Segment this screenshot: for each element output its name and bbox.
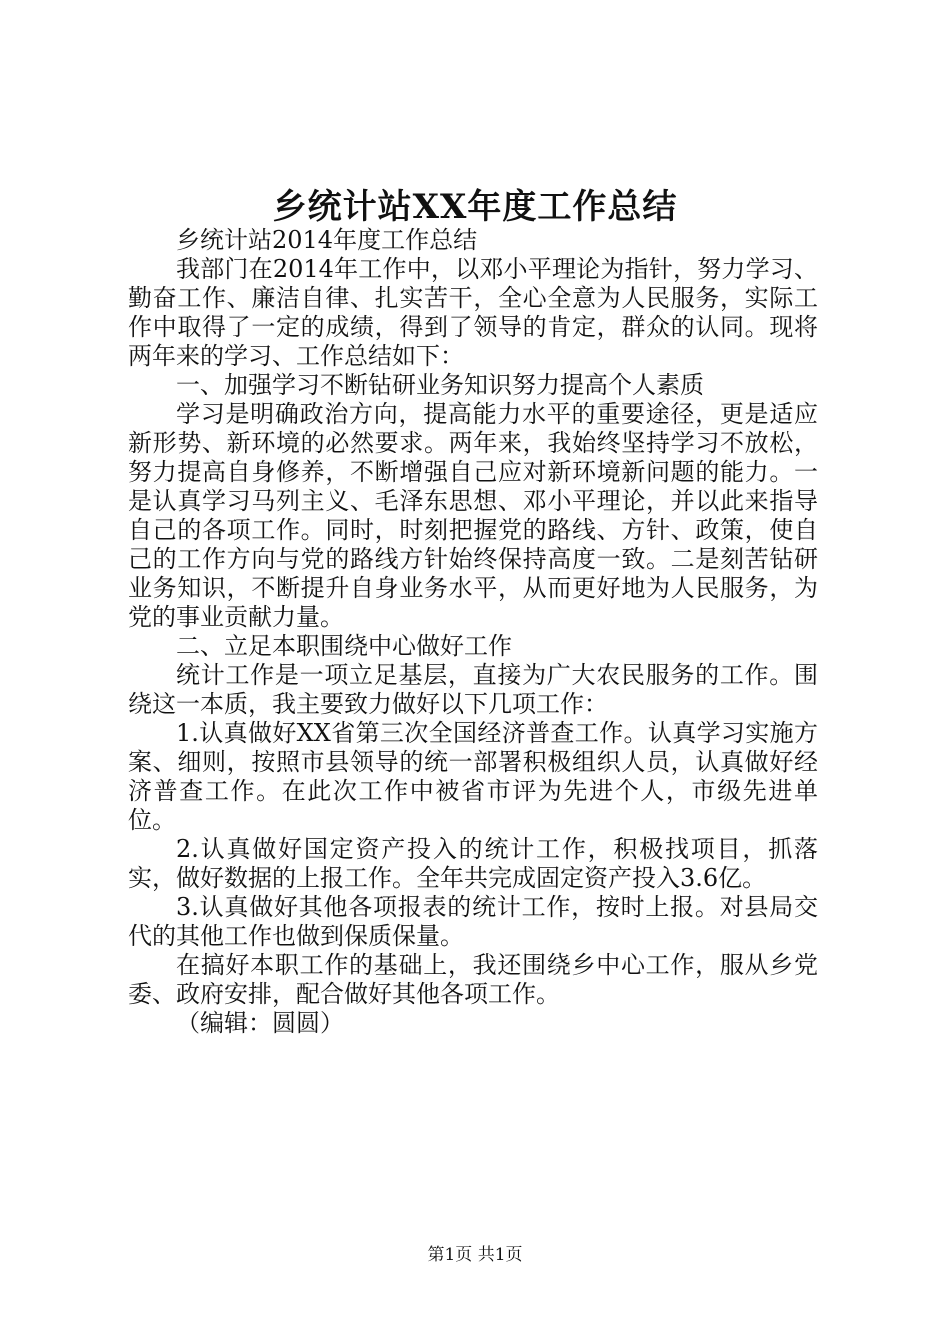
section-2-paragraph: 统计工作是一项立足基层，直接为广大农民服务的工作。围绕这一本质，我主要致力做好以下几项工作： — [128, 661, 818, 718]
page-footer: 第1页 共1页 — [427, 1245, 523, 1265]
subtitle-paragraph: 乡统计站2014年度工作总结 — [176, 226, 478, 254]
document-body — [128, 226, 818, 1038]
section-heading-2: 二、立足本职围绕中心做好工作 — [176, 632, 512, 660]
list-item-1: 1.认真做好XX省第三次全国经济普查工作。认真学习实施方案、细则，按照市县领导的统一部署积极组织人员，认真做好经济普查工作。在此次工作中被省市评为先进个人，市级先进单位。 — [128, 719, 818, 834]
section-1-paragraph: 学习是明确政治方向，提高能力水平的重要途径，更是适应新形势、新环境的必然要求。两年来，我始终坚持学习不放松，努力提高自身修养，不断增强自己应对新环境新问题的能力。一是认真学习马列主义、毛泽东思想、邓小平理论，并以此来指导自己的各项工作。同时，时刻把握党的路线、方针、政策，使自己的工作方向与党的路线方针始终保持高度一致。二是刻苦钻研业务知识，不断提升自身业务水平，从而更好地为人民服务，为党的事业贡献力量。 — [128, 400, 818, 631]
intro-paragraph: 我部门在2014年工作中，以邓小平理论为指针，努力学习、勤奋工作、廉洁自律、扎实苦干，全心全意为人民服务，实际工作中取得了一定的成绩，得到了领导的肯定，群众的认同。现将两年来的学习、工作总结如下： — [128, 255, 818, 370]
section-heading-1: 一、加强学习不断钻研业务知识努力提高个人素质 — [176, 371, 704, 399]
list-item-2: 2.认真做好国定资产投入的统计工作，积极找项目，抓落实，做好数据的上报工作。全年共完成固定资产投入3.6亿。 — [128, 835, 818, 892]
closing-paragraph: 在搞好本职工作的基础上，我还围绕乡中心工作，服从乡党委、政府安排，配合做好其他各项工作。 — [128, 951, 818, 1008]
document-title: 乡统计站XX年度工作总结 — [272, 187, 678, 227]
list-item-3: 3.认真做好其他各项报表的统计工作，按时上报。对县局交代的其他工作也做到保质保量。 — [128, 893, 818, 950]
editor-note: （编辑：圆圆） — [176, 1009, 344, 1037]
